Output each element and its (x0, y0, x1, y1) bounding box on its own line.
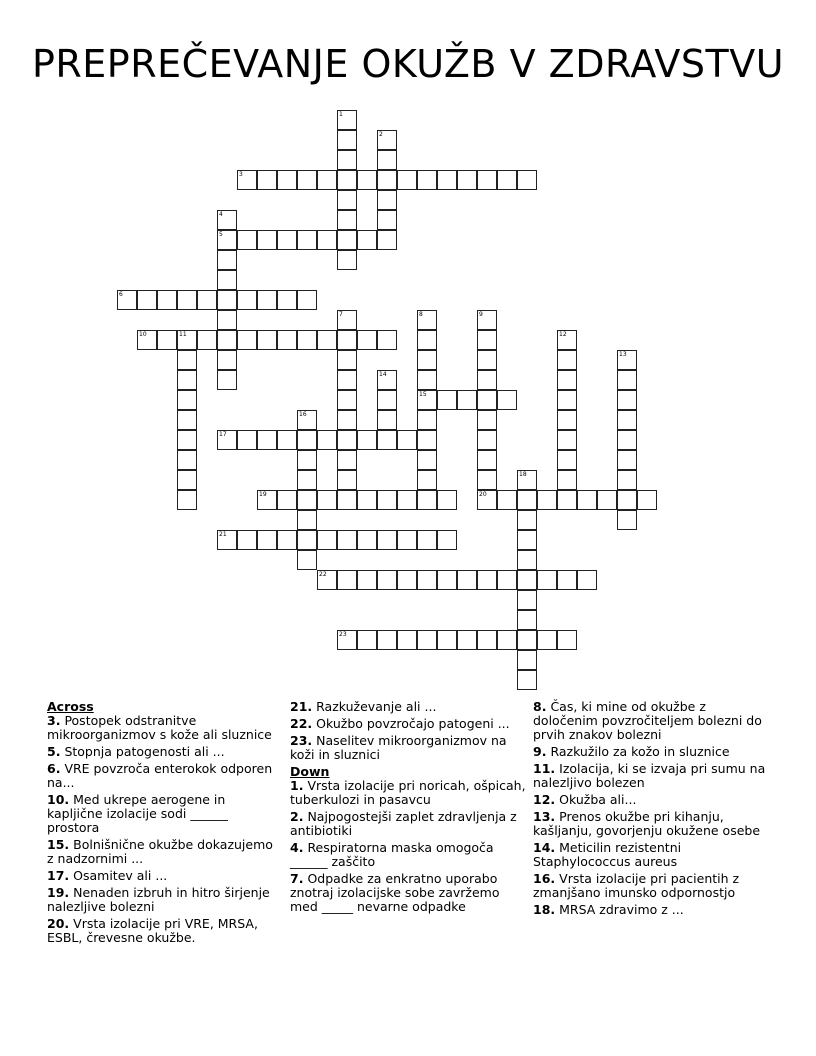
grid-cell[interactable] (337, 250, 357, 270)
grid-cell[interactable] (517, 510, 537, 530)
grid-cell[interactable] (197, 330, 217, 350)
grid-cell[interactable] (617, 410, 637, 430)
grid-cell[interactable] (337, 130, 357, 150)
grid-cell[interactable] (317, 230, 337, 250)
grid-cell[interactable] (337, 150, 357, 170)
clue-down-11: 11. Izolacija, ki se izvaja pri sumu na nalezljivo bolezen (533, 761, 766, 790)
grid-cell[interactable] (417, 350, 437, 370)
grid-cell[interactable] (177, 290, 197, 310)
grid-cell[interactable] (557, 490, 577, 510)
grid-cell[interactable] (477, 330, 497, 350)
grid-cell[interactable] (277, 230, 297, 250)
grid-cell[interactable] (557, 470, 577, 490)
clue-number-15: 15 (419, 391, 427, 398)
clue-across-19: 19. Nenaden izbruh in hitro širjenje nalezljive bolezni (47, 885, 270, 914)
grid-cell[interactable] (237, 230, 257, 250)
grid-cell[interactable] (417, 490, 437, 510)
grid-cell[interactable] (337, 190, 357, 210)
grid-cell[interactable] (377, 430, 397, 450)
grid-cell[interactable] (417, 370, 437, 390)
page-title: PREPREČEVANJE OKUŽB V ZDRAVSTVU (31, 42, 785, 86)
grid-cell[interactable] (637, 490, 657, 510)
clue-number-3: 3 (239, 171, 243, 178)
grid-cell[interactable] (217, 310, 237, 330)
grid-cell[interactable] (377, 630, 397, 650)
grid-cell[interactable] (357, 230, 377, 250)
clue-number-16: 16 (299, 411, 307, 418)
clue-number-17: 17 (219, 431, 227, 438)
grid-cell[interactable] (417, 330, 437, 350)
clue-number-2: 2 (379, 131, 383, 138)
clue-number-8: 8 (419, 311, 423, 318)
grid-cell[interactable] (557, 370, 577, 390)
grid-cell[interactable] (177, 410, 197, 430)
clue-across-6: 6. VRE povzroča enterokok odporen na... (47, 761, 273, 790)
clue-across-17: 17. Osamitev ali ... (47, 868, 168, 883)
grid-cell[interactable] (217, 290, 237, 310)
grid-cell[interactable] (517, 650, 537, 670)
grid-cell[interactable] (337, 530, 357, 550)
grid-cell[interactable] (217, 270, 237, 290)
grid-cell[interactable] (557, 630, 577, 650)
grid-cell[interactable] (177, 430, 197, 450)
grid-cell[interactable] (337, 490, 357, 510)
grid-cell[interactable] (337, 390, 357, 410)
grid-cell[interactable] (277, 490, 297, 510)
across-heading: Across (47, 699, 94, 714)
grid-cell[interactable] (357, 330, 377, 350)
grid-cell[interactable] (337, 450, 357, 470)
clue-number-20: 20 (479, 491, 487, 498)
grid-cell[interactable] (477, 390, 497, 410)
grid-cell[interactable] (257, 330, 277, 350)
grid-cell[interactable] (557, 350, 577, 370)
grid-cell[interactable] (297, 470, 317, 490)
grid-cell[interactable] (617, 370, 637, 390)
grid-cell[interactable] (337, 570, 357, 590)
grid-cell[interactable] (457, 570, 477, 590)
clue-number-10: 10 (139, 331, 147, 338)
grid-cell[interactable] (197, 290, 217, 310)
grid-cell[interactable] (377, 410, 397, 430)
grid-cell[interactable] (517, 530, 537, 550)
grid-cell[interactable] (177, 390, 197, 410)
grid-cell[interactable] (497, 490, 517, 510)
grid-cell[interactable] (577, 490, 597, 510)
grid-cell[interactable] (477, 170, 497, 190)
grid-cell[interactable] (557, 430, 577, 450)
grid-cell[interactable] (517, 550, 537, 570)
grid-cell[interactable] (417, 630, 437, 650)
grid-cell[interactable] (557, 450, 577, 470)
grid-cell[interactable] (557, 410, 577, 430)
clue-down-16: 16. Vrsta izolacije pri pacientih z zmanjšano imunsko odpornostjo (533, 871, 740, 900)
grid-cell[interactable] (337, 230, 357, 250)
clue-across-21: 21. Razkuževanje ali ... (290, 699, 437, 714)
clue-number-12: 12 (559, 331, 567, 338)
grid-cell[interactable] (337, 470, 357, 490)
grid-cell[interactable] (137, 290, 157, 310)
clue-across-3: 3. Postopek odstranitve mikroorganizmov s kože ali sluznice (47, 713, 272, 742)
grid-cell[interactable] (337, 350, 357, 370)
grid-cell[interactable] (237, 430, 257, 450)
clue-number-18: 18 (519, 471, 527, 478)
clue-across-20: 20. Vrsta izolacije pri VRE, MRSA, ESBL, črevesne okužbe. (47, 916, 258, 945)
grid-cell[interactable] (397, 530, 417, 550)
grid-cell[interactable] (357, 430, 377, 450)
grid-cell[interactable] (397, 570, 417, 590)
grid-cell[interactable] (617, 490, 637, 510)
grid-cell[interactable] (537, 630, 557, 650)
grid-cell[interactable] (417, 530, 437, 550)
clue-across-15: 15. Bolnišnične okužbe dokazujemo z nadzornimi ... (47, 837, 273, 866)
clue-down-1: 1. Vrsta izolacije pri noricah, ošpicah, tuberkulozi in pasavcu (290, 778, 526, 807)
grid-cell[interactable] (277, 170, 297, 190)
clue-number-1: 1 (339, 111, 343, 118)
grid-cell[interactable] (317, 170, 337, 190)
grid-cell[interactable] (517, 630, 537, 650)
grid-cell[interactable] (297, 230, 317, 250)
clue-down-18: 18. MRSA zdravimo z ... (533, 902, 684, 917)
grid-cell[interactable] (497, 570, 517, 590)
grid-cell[interactable] (377, 170, 397, 190)
grid-cell[interactable] (377, 230, 397, 250)
grid-cell[interactable] (417, 430, 437, 450)
grid-cell[interactable] (417, 450, 437, 470)
grid-cell[interactable] (317, 430, 337, 450)
grid-cell[interactable] (377, 530, 397, 550)
clue-number-13: 13 (619, 351, 627, 358)
grid-cell[interactable] (377, 490, 397, 510)
grid-cell[interactable] (217, 350, 237, 370)
grid-cell[interactable] (277, 530, 297, 550)
clue-across-23: 23. Naselitev mikroorganizmov na koži in sluznici (290, 733, 507, 762)
grid-cell[interactable] (617, 510, 637, 530)
clue-number-22: 22 (319, 571, 327, 578)
grid-cell[interactable] (297, 450, 317, 470)
clue-number-7: 7 (339, 311, 343, 318)
clue-number-14: 14 (379, 371, 387, 378)
grid-cell[interactable] (397, 170, 417, 190)
clues-column-2 (290, 700, 526, 917)
grid-cell[interactable] (397, 490, 417, 510)
down-heading: Down (290, 764, 330, 779)
grid-cell[interactable] (437, 530, 457, 550)
grid-cell[interactable] (497, 170, 517, 190)
clue-number-6: 6 (119, 291, 123, 298)
grid-cell[interactable] (537, 570, 557, 590)
grid-cell[interactable] (337, 410, 357, 430)
grid-cell[interactable] (377, 210, 397, 230)
grid-cell[interactable] (477, 470, 497, 490)
grid-cell[interactable] (277, 330, 297, 350)
grid-cell[interactable] (477, 430, 497, 450)
grid-cell[interactable] (477, 570, 497, 590)
clue-number-11: 11 (179, 331, 187, 338)
grid-cell[interactable] (517, 670, 537, 690)
grid-cell[interactable] (457, 390, 477, 410)
grid-cell[interactable] (337, 330, 357, 350)
grid-cell[interactable] (157, 290, 177, 310)
grid-cell[interactable] (177, 490, 197, 510)
grid-cell[interactable] (597, 490, 617, 510)
clue-down-14: 14. Meticilin rezistentni Staphylococcus aureus (533, 840, 682, 869)
grid-cell[interactable] (257, 530, 277, 550)
grid-cell[interactable] (377, 390, 397, 410)
grid-cell[interactable] (297, 550, 317, 570)
grid-cell[interactable] (437, 630, 457, 650)
grid-cell[interactable] (437, 390, 457, 410)
grid-cell[interactable] (177, 350, 197, 370)
grid-cell[interactable] (617, 470, 637, 490)
grid-cell[interactable] (257, 290, 277, 310)
grid-cell[interactable] (617, 390, 637, 410)
grid-cell[interactable] (177, 370, 197, 390)
grid-cell[interactable] (537, 490, 557, 510)
grid-cell[interactable] (457, 170, 477, 190)
grid-cell[interactable] (337, 370, 357, 390)
grid-cell[interactable] (217, 250, 237, 270)
grid-cell[interactable] (217, 370, 237, 390)
grid-cell[interactable] (477, 410, 497, 430)
grid-cell[interactable] (417, 570, 437, 590)
grid-cell[interactable] (297, 530, 317, 550)
clue-number-5: 5 (219, 231, 223, 238)
grid-cell[interactable] (477, 370, 497, 390)
clue-down-2: 2. Najpogostejši zaplet zdravljenja z antibiotiki (290, 809, 517, 838)
grid-cell[interactable] (297, 510, 317, 530)
grid-cell[interactable] (477, 630, 497, 650)
grid-cell[interactable] (277, 290, 297, 310)
grid-cell[interactable] (437, 490, 457, 510)
clue-number-9: 9 (479, 311, 483, 318)
grid-cell[interactable] (377, 190, 397, 210)
grid-cell[interactable] (577, 570, 597, 590)
grid-cell[interactable] (417, 470, 437, 490)
clue-across-5: 5. Stopnja patogenosti ali ... (47, 744, 225, 759)
grid-cell[interactable] (337, 210, 357, 230)
clues-column-1 (47, 700, 283, 948)
grid-cell[interactable] (257, 170, 277, 190)
grid-cell[interactable] (517, 490, 537, 510)
grid-cell[interactable] (397, 430, 417, 450)
grid-cell[interactable] (357, 570, 377, 590)
grid-cell[interactable] (357, 630, 377, 650)
grid-cell[interactable] (617, 450, 637, 470)
grid-cell[interactable] (497, 390, 517, 410)
clue-across-10: 10. Med ukrepe aerogene in kapljične izolacije sodi ______ prostora (47, 792, 228, 835)
grid-cell[interactable] (517, 590, 537, 610)
grid-cell[interactable] (417, 410, 437, 430)
clue-number-19: 19 (259, 491, 267, 498)
grid-cell[interactable] (177, 450, 197, 470)
clue-down-4: 4. Respiratorna maska omogoča ______ zaščito (290, 840, 494, 869)
grid-cell[interactable] (297, 290, 317, 310)
clue-down-7: 7. Odpadke za enkratno uporabo znotraj izolacijske sobe zavržemo med _____ nevarne odpadke (290, 871, 500, 914)
grid-cell[interactable] (337, 170, 357, 190)
clue-number-21: 21 (219, 531, 227, 538)
grid-cell[interactable] (497, 630, 517, 650)
grid-cell[interactable] (177, 470, 197, 490)
grid-cell[interactable] (357, 490, 377, 510)
grid-cell[interactable] (317, 490, 337, 510)
grid-cell[interactable] (437, 570, 457, 590)
grid-cell[interactable] (217, 330, 237, 350)
grid-cell[interactable] (377, 150, 397, 170)
grid-cell[interactable] (317, 330, 337, 350)
grid-cell[interactable] (517, 610, 537, 630)
grid-cell[interactable] (277, 430, 297, 450)
clue-across-22: 22. Okužbo povzročajo patogeni ... (290, 716, 510, 731)
clue-down-9: 9. Razkužilo za kožo in sluznice (533, 744, 730, 759)
grid-cell[interactable] (477, 450, 497, 470)
clue-down-8: 8. Čas, ki mine od okužbe z določenim povzročiteljem bolezni do prvih znakov bolezni (533, 699, 762, 742)
grid-cell[interactable] (157, 330, 177, 350)
grid-cell[interactable] (237, 330, 257, 350)
grid-cell[interactable] (377, 570, 397, 590)
clue-number-23: 23 (339, 631, 347, 638)
clue-down-12: 12. Okužba ali... (533, 792, 637, 807)
grid-cell[interactable] (257, 230, 277, 250)
grid-cell[interactable] (557, 570, 577, 590)
clues-column-3 (533, 700, 769, 920)
grid-cell[interactable] (297, 170, 317, 190)
grid-cell[interactable] (317, 530, 337, 550)
grid-cell[interactable] (297, 330, 317, 350)
grid-cell[interactable] (297, 490, 317, 510)
grid-cell[interactable] (457, 630, 477, 650)
grid-cell[interactable] (517, 570, 537, 590)
grid-cell[interactable] (517, 170, 537, 190)
grid-cell[interactable] (397, 630, 417, 650)
grid-cell[interactable] (237, 290, 257, 310)
clue-down-13: 13. Prenos okužbe pri kihanju, kašljanju, govorjenju okužene osebe (533, 809, 761, 838)
grid-cell[interactable] (477, 350, 497, 370)
grid-cell[interactable] (297, 430, 317, 450)
grid-cell[interactable] (617, 430, 637, 450)
clue-number-4: 4 (219, 211, 223, 218)
grid-cell[interactable] (237, 530, 257, 550)
grid-cell[interactable] (337, 430, 357, 450)
grid-cell[interactable] (257, 430, 277, 450)
grid-cell[interactable] (357, 170, 377, 190)
grid-cell[interactable] (557, 390, 577, 410)
grid-cell[interactable] (377, 330, 397, 350)
grid-cell[interactable] (437, 170, 457, 190)
grid-cell[interactable] (357, 530, 377, 550)
grid-cell[interactable] (417, 170, 437, 190)
